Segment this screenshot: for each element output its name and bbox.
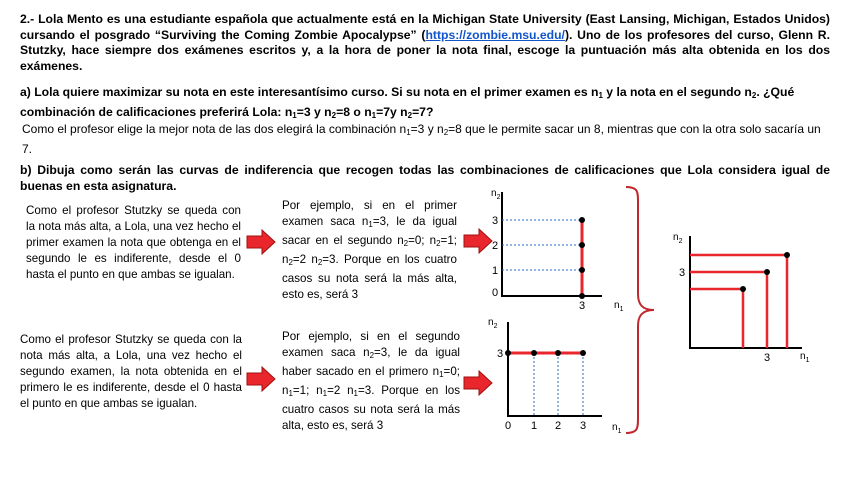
- y-tick-label: 0: [492, 287, 499, 299]
- data-point: [555, 350, 561, 356]
- data-point: [531, 350, 537, 356]
- x-tick-label: 3: [579, 300, 586, 312]
- course-link[interactable]: https://zombie.msu.edu/: [425, 27, 565, 42]
- data-point: [579, 293, 585, 299]
- y-tick-label: 3: [679, 267, 686, 279]
- y-tick-label: 3: [492, 215, 499, 227]
- data-point: [580, 350, 586, 356]
- explanation-first-exam: Como el profesor Stutzky se queda con la nota más alta, a Lola, una vez hecho el primer examen la nota que obtenga en el segundo le es indiferente, desde el 0 hasta el punto en que ambas se igualan.: [26, 204, 241, 281]
- x-tick-label: 3: [580, 420, 587, 432]
- graph-first-exam: [480, 184, 630, 314]
- y-tick-label: 2: [492, 240, 499, 252]
- x-tick-label: 2: [555, 420, 562, 432]
- y-tick-label: 1: [492, 265, 499, 277]
- graph-second-exam: [480, 318, 630, 438]
- x-axis-label: $n_1$: [800, 351, 810, 363]
- y-axis-label: $n_2$: [673, 232, 683, 245]
- data-point: [579, 242, 585, 248]
- example-second-exam: Por ejemplo, si en el segundo examen saca $n_2=3$, le da igual haber sacado en el primero $n_1=0$; $n_1=1$; $n_1=2$ $n_1=3$. Porque en los cuatro casos su nota será la más alta, esto es, será 3: [282, 330, 460, 432]
- x-tick-label: 1: [531, 420, 538, 432]
- y-tick-label: 3: [497, 348, 504, 360]
- graph-indifference-map: [670, 228, 820, 363]
- right-brace-icon: [624, 184, 658, 436]
- x-axis-label: $n_1$: [614, 300, 624, 313]
- example-first-exam: Por ejemplo, si en el primer examen saca $n_1=3$, le da igual sacar en el segundo $n_2=0$; $n_2=1$; $n_2=2$ $n_2=3$. Porque en los cuatro casos su nota será la más alta, esto es, será 3: [282, 199, 457, 301]
- data-point: [579, 267, 585, 273]
- part-b-question: b) Dibuja como serán las curvas de indiferencia que recogen todas las combinaciones de calificaciones que Lola considera igual de buenas en esta asignatura.: [20, 163, 830, 193]
- data-point: [505, 350, 511, 356]
- kink-point: [740, 286, 746, 292]
- x-axis-label: $n_1$: [612, 422, 622, 435]
- explanation-second-exam: Como el profesor Stutzky se queda con la nota más alta, a Lola, una vez hecho el segundo examen, la nota obtenida en el primero le es indiferente, desde el 0 hasta el punto en que ambas se igualan.: [20, 333, 242, 410]
- kink-point: [764, 269, 770, 275]
- question-intro: 2.- Lola Mento es una estudiante española que actualmente está en la Michigan State University (East Lansing, Michigan, Estados Unidos) cursando el posgrado “Surviving the Coming Zombie Apocalypse” (: [20, 12, 830, 42]
- indifference-curve: [690, 289, 743, 348]
- y-axis-label: $n_2$: [491, 188, 501, 201]
- indifference-curve: [690, 255, 787, 348]
- indifference-curve: [690, 272, 767, 348]
- x-tick-label: 0: [505, 420, 512, 432]
- question-rest: ). Uno de los profesores del curso, Glenn R. Stutzky, hace siempre dos exámenes escritos y, a la hora de poner la nota final, escoge la puntuación más alta obtenida en los dos exámenes.: [20, 27, 830, 73]
- y-axis-label: $n_2$: [488, 318, 498, 330]
- arrow-right-icon: [246, 229, 276, 255]
- arrow-right-icon: [246, 366, 276, 392]
- part-a-answer: Como el profesor elige la mejor nota de las dos elegirá la combinación $n_1=3$ y $n_2=8$ que le permite sacar un 8, mientras que con la otra solo sacaría un 7.: [22, 122, 821, 156]
- data-point: [579, 217, 585, 223]
- kink-point: [784, 252, 790, 258]
- question-text: [20, 12, 830, 74]
- x-tick-label: 3: [764, 352, 771, 363]
- part-a-question: a) Lola quiere maximizar su nota en este interesantísimo curso. Si su nota en el primer examen es $n_1$ y la nota en el segundo $n_2$. ¿Qué combinación de calificaciones preferirá Lola: $n_1=3$ y $n_2=8$ o $n_1=7y$ $n_2=7$?: [20, 85, 795, 120]
